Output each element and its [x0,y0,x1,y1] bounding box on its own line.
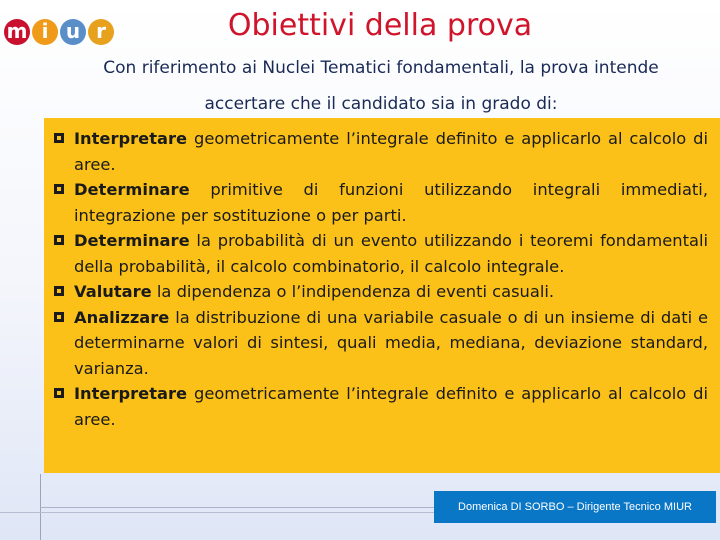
objective-text: geometricamente l’integrale definito e applicarlo al calcolo di aree. [74,384,708,429]
decorative-horizontal-line [0,512,435,513]
objective-item [44,126,708,177]
logo-letter-m: m [4,19,30,45]
objective-text: geometricamente l’integrale definito e applicarlo al calcolo di aree. [74,129,708,174]
objective-item [44,305,708,382]
square-bullet-icon [54,133,64,143]
square-bullet-icon [54,184,64,194]
objective-text: la probabilità di un evento utilizzando i teoremi fondamentali della probabilità, il calcolo combinatorio, il calcolo integrale. [74,231,708,276]
objective-verb: Interpretare [74,384,188,403]
slide-title: Obiettivi della prova [227,8,533,43]
objective-item [44,177,708,228]
square-bullet-icon [54,312,64,322]
logo-letter-i: i [32,19,58,45]
square-bullet-icon [54,388,64,398]
objective-verb: Valutare [74,282,152,301]
objective-verb: Determinare [74,231,190,250]
objectives-list [44,126,708,432]
decorative-horizontal-line [40,507,435,508]
intro-text [66,50,696,122]
objective-text: primitive di funzioni utilizzando integrali immediati, integrazione per sostituzione o per parti. [74,180,708,225]
objective-text: la distribuzione di una variabile casuale o di un insieme di dati e determinarne valori di sintesi, quali media, mediana, deviazione standard, varianza. [74,307,708,378]
objective-item [44,228,708,279]
objective-verb: Determinare [74,180,190,199]
intro-line-2: accertare che il candidato sia in grado di: [204,94,558,114]
objective-verb: Interpretare [74,129,188,148]
logo-letter-r: r [88,19,114,45]
intro-line-1: Con riferimento ai Nuclei Tematici fondamentali, la prova intende [103,58,659,78]
objective-item [44,381,708,432]
objective-verb: Analizzare [74,307,170,327]
objective-item [44,279,708,305]
logo-letter-u: u [60,19,86,45]
square-bullet-icon [54,286,64,296]
square-bullet-icon [54,235,64,245]
footer-author: Domenica DI SORBO – Dirigente Tecnico MIUR [434,491,716,523]
objective-text: la dipendenza o l’indipendenza di eventi casuali. [151,282,555,301]
